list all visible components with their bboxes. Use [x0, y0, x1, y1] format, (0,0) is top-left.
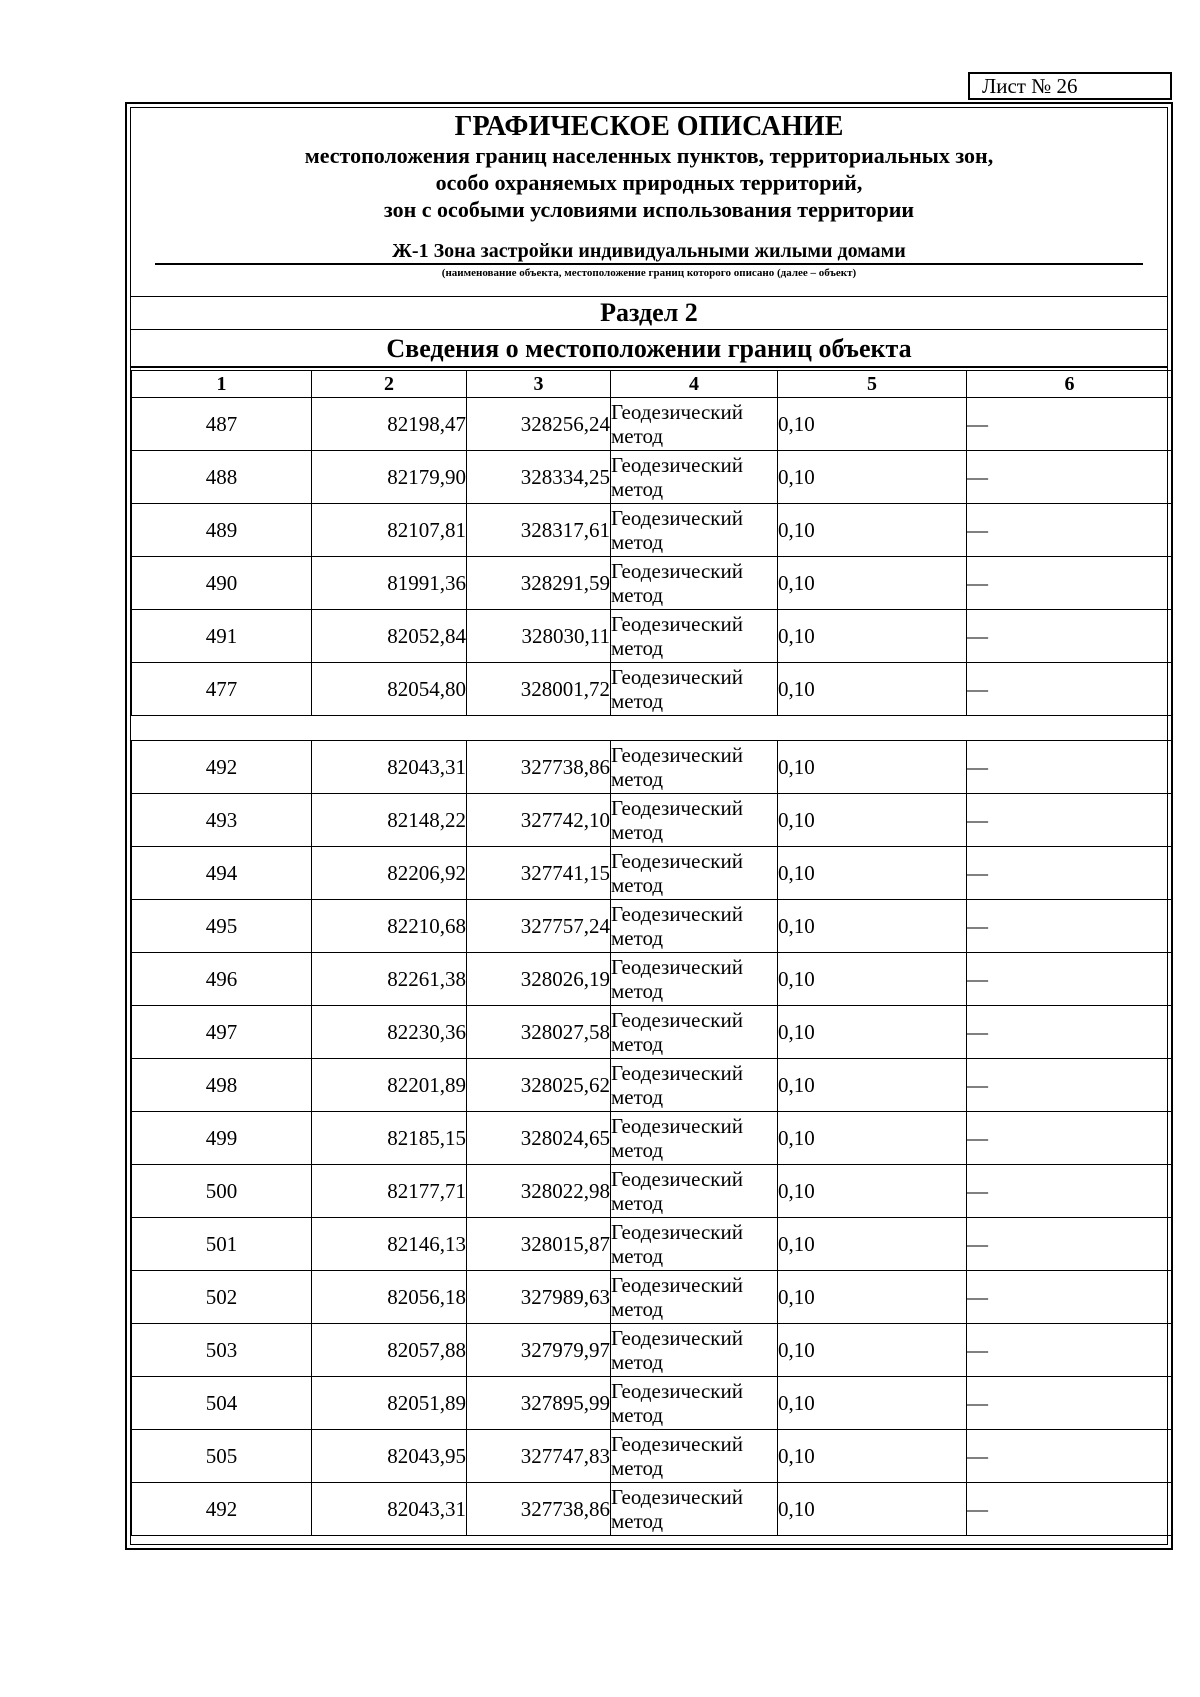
column-header: 3: [467, 371, 611, 398]
y-coordinate-cell: 328256,24: [467, 398, 611, 451]
method-line: Геодезический: [611, 849, 743, 873]
method-line: метод: [611, 1085, 664, 1109]
point-number-cell: 500: [132, 1165, 312, 1218]
method-line: Геодезический: [611, 453, 743, 477]
method-line: Геодезический: [611, 902, 743, 926]
method-line: метод: [611, 873, 664, 897]
subtitle-line: особо охраняемых природных территорий,: [435, 170, 863, 195]
method-line: метод: [611, 583, 664, 607]
accuracy-cell: 0,10: [778, 557, 967, 610]
y-coordinate-cell: 328015,87: [467, 1218, 611, 1271]
method-line: Геодезический: [611, 559, 743, 583]
point-number-cell: 503: [132, 1324, 312, 1377]
note-cell: —: [967, 741, 1173, 794]
method-cell: [611, 1218, 778, 1271]
point-number-cell: 492: [132, 741, 312, 794]
y-coordinate-cell: 327742,10: [467, 794, 611, 847]
table-row: [132, 1377, 1173, 1430]
method-cell: [611, 1112, 778, 1165]
point-number-cell: 488: [132, 451, 312, 504]
x-coordinate-cell: 82210,68: [312, 900, 467, 953]
x-coordinate-cell: 82052,84: [312, 610, 467, 663]
column-header: 1: [132, 371, 312, 398]
x-coordinate-cell: 82054,80: [312, 663, 467, 716]
note-cell: —: [967, 663, 1173, 716]
note-cell: —: [967, 557, 1173, 610]
y-coordinate-cell: 328022,98: [467, 1165, 611, 1218]
method-line: Геодезический: [611, 506, 743, 530]
column-header: 5: [778, 371, 967, 398]
accuracy-cell: 0,10: [778, 504, 967, 557]
method-cell: [611, 900, 778, 953]
y-coordinate-cell: 327738,86: [467, 1483, 611, 1536]
section-title: Сведения о местоположении границ объекта: [131, 333, 1167, 368]
y-coordinate-cell: 327757,24: [467, 900, 611, 953]
note-cell: —: [967, 847, 1173, 900]
x-coordinate-cell: 82206,92: [312, 847, 467, 900]
method-line: Геодезический: [611, 1167, 743, 1191]
x-coordinate-cell: 82107,81: [312, 504, 467, 557]
note-cell: —: [967, 1377, 1173, 1430]
column-header: 2: [312, 371, 467, 398]
accuracy-cell: 0,10: [778, 1483, 967, 1536]
table-row: [132, 1059, 1173, 1112]
method-line: метод: [611, 1350, 664, 1374]
accuracy-cell: 0,10: [778, 847, 967, 900]
accuracy-cell: 0,10: [778, 794, 967, 847]
x-coordinate-cell: 82185,15: [312, 1112, 467, 1165]
method-line: метод: [611, 1032, 664, 1056]
y-coordinate-cell: 328291,59: [467, 557, 611, 610]
method-line: метод: [611, 979, 664, 1003]
x-coordinate-cell: 82261,38: [312, 953, 467, 1006]
method-cell: [611, 451, 778, 504]
method-cell: [611, 1430, 778, 1483]
table-row: [132, 1218, 1173, 1271]
table-row: [132, 504, 1173, 557]
y-coordinate-cell: 328030,11: [467, 610, 611, 663]
column-header: 6: [967, 371, 1173, 398]
method-cell: [611, 663, 778, 716]
method-line: метод: [611, 1403, 664, 1427]
x-coordinate-cell: 82051,89: [312, 1377, 467, 1430]
point-number-cell: 496: [132, 953, 312, 1006]
method-cell: [611, 1006, 778, 1059]
table-row: [132, 1483, 1173, 1536]
point-number-cell: 487: [132, 398, 312, 451]
method-cell: [611, 557, 778, 610]
method-cell: [611, 1324, 778, 1377]
x-coordinate-cell: 82043,95: [312, 1430, 467, 1483]
note-cell: —: [967, 1271, 1173, 1324]
accuracy-cell: 0,10: [778, 1059, 967, 1112]
method-line: Геодезический: [611, 1114, 743, 1138]
method-line: метод: [611, 424, 664, 448]
table-row: [132, 1324, 1173, 1377]
accuracy-cell: 0,10: [778, 900, 967, 953]
coordinates-table: [131, 370, 1173, 1560]
accuracy-cell: 0,10: [778, 953, 967, 1006]
note-cell: —: [967, 1006, 1173, 1059]
note-cell: —: [967, 900, 1173, 953]
y-coordinate-cell: 327741,15: [467, 847, 611, 900]
x-coordinate-cell: 82057,88: [312, 1324, 467, 1377]
accuracy-cell: 0,10: [778, 1324, 967, 1377]
point-number-cell: 495: [132, 900, 312, 953]
method-cell: [611, 794, 778, 847]
method-cell: [611, 398, 778, 451]
note-cell: —: [967, 1059, 1173, 1112]
method-cell: [611, 953, 778, 1006]
point-number-cell: 502: [132, 1271, 312, 1324]
y-coordinate-cell: 327747,83: [467, 1430, 611, 1483]
note-cell: —: [967, 504, 1173, 557]
table-row: [132, 663, 1173, 716]
y-coordinate-cell: 327989,63: [467, 1271, 611, 1324]
method-line: Геодезический: [611, 1220, 743, 1244]
sheet-number: Лист № 26: [968, 72, 1172, 100]
accuracy-cell: 0,10: [778, 1218, 967, 1271]
contour-separator-row: [132, 716, 1173, 741]
x-coordinate-cell: 82148,22: [312, 794, 467, 847]
point-number-cell: 497: [132, 1006, 312, 1059]
table-row: [132, 557, 1173, 610]
method-cell: [611, 504, 778, 557]
method-line: Геодезический: [611, 1432, 743, 1456]
object-name-caption: (наименование объекта, местоположение границ которого описано (далее – объект): [441, 267, 857, 279]
method-line: Геодезический: [611, 743, 743, 767]
y-coordinate-cell: 327738,86: [467, 741, 611, 794]
accuracy-cell: 0,10: [778, 398, 967, 451]
method-line: метод: [611, 636, 664, 660]
point-number-cell: 498: [132, 1059, 312, 1112]
subtitle-line: зон с особыми условиями использования территории: [383, 197, 915, 222]
subtitle-line: местоположения границ населенных пунктов, территориальных зон,: [304, 143, 994, 168]
method-line: Геодезический: [611, 1008, 743, 1032]
method-line: метод: [611, 689, 664, 713]
x-coordinate-cell: 81991,36: [312, 557, 467, 610]
accuracy-cell: 0,10: [778, 1165, 967, 1218]
note-cell: —: [967, 1324, 1173, 1377]
method-cell: [611, 1165, 778, 1218]
table-row: [132, 451, 1173, 504]
contour-separator-cell: [132, 716, 1173, 741]
y-coordinate-cell: 328024,65: [467, 1112, 611, 1165]
note-cell: —: [967, 1165, 1173, 1218]
accuracy-cell: 0,10: [778, 741, 967, 794]
accuracy-cell: 0,10: [778, 610, 967, 663]
note-cell: —: [967, 1430, 1173, 1483]
accuracy-cell: 0,10: [778, 663, 967, 716]
method-line: метод: [611, 1509, 664, 1533]
accuracy-cell: 0,10: [778, 1006, 967, 1059]
note-cell: —: [967, 451, 1173, 504]
document-title: ГРАФИЧЕСКОЕ ОПИСАНИЕ: [454, 111, 844, 142]
table-row: [132, 953, 1173, 1006]
document-frame-inner: [130, 107, 1168, 1545]
x-coordinate-cell: 82198,47: [312, 398, 467, 451]
x-coordinate-cell: 82043,31: [312, 741, 467, 794]
method-line: метод: [611, 1456, 664, 1480]
table-row: [132, 1006, 1173, 1059]
method-line: метод: [611, 820, 664, 844]
note-cell: —: [967, 1218, 1173, 1271]
method-line: Геодезический: [611, 1061, 743, 1085]
method-line: метод: [611, 1297, 664, 1321]
y-coordinate-cell: 328334,25: [467, 451, 611, 504]
table-row: [132, 1271, 1173, 1324]
x-coordinate-cell: 82179,90: [312, 451, 467, 504]
method-line: метод: [611, 926, 664, 950]
x-coordinate-cell: 82146,13: [312, 1218, 467, 1271]
table-row: [132, 794, 1173, 847]
point-number-cell: 493: [132, 794, 312, 847]
point-number-cell: 494: [132, 847, 312, 900]
table-row: [132, 900, 1173, 953]
accuracy-cell: 0,10: [778, 1377, 967, 1430]
contour-separator-cell: [132, 1536, 1173, 1561]
method-line: метод: [611, 530, 664, 554]
column-header: 4: [611, 371, 778, 398]
x-coordinate-cell: 82043,31: [312, 1483, 467, 1536]
table-row: [132, 610, 1173, 663]
method-line: Геодезический: [611, 1485, 743, 1509]
point-number-cell: 501: [132, 1218, 312, 1271]
method-line: Геодезический: [611, 400, 743, 424]
y-coordinate-cell: 328026,19: [467, 953, 611, 1006]
method-line: метод: [611, 767, 664, 791]
table-row: [132, 1165, 1173, 1218]
method-line: Геодезический: [611, 1379, 743, 1403]
point-number-cell: 490: [132, 557, 312, 610]
note-cell: —: [967, 1483, 1173, 1536]
note-cell: —: [967, 794, 1173, 847]
note-cell: —: [967, 610, 1173, 663]
point-number-cell: 477: [132, 663, 312, 716]
table-row: [132, 1430, 1173, 1483]
column-number-row: [132, 371, 1173, 398]
x-coordinate-cell: 82230,36: [312, 1006, 467, 1059]
method-line: метод: [611, 1244, 664, 1268]
document-header: [131, 108, 1167, 297]
accuracy-cell: 0,10: [778, 1430, 967, 1483]
method-line: Геодезический: [611, 796, 743, 820]
point-number-cell: 505: [132, 1430, 312, 1483]
table-row: [132, 847, 1173, 900]
method-cell: [611, 1059, 778, 1112]
method-line: Геодезический: [611, 1273, 743, 1297]
note-cell: —: [967, 1112, 1173, 1165]
method-line: Геодезический: [611, 1326, 743, 1350]
method-line: Геодезический: [611, 955, 743, 979]
accuracy-cell: 0,10: [778, 1271, 967, 1324]
document-frame: [125, 102, 1173, 1550]
point-number-cell: 489: [132, 504, 312, 557]
y-coordinate-cell: 327979,97: [467, 1324, 611, 1377]
x-coordinate-cell: 82056,18: [312, 1271, 467, 1324]
method-cell: [611, 1483, 778, 1536]
point-number-cell: 504: [132, 1377, 312, 1430]
table-row: [132, 741, 1173, 794]
table-row: [132, 1112, 1173, 1165]
y-coordinate-cell: 328027,58: [467, 1006, 611, 1059]
method-line: метод: [611, 477, 664, 501]
object-name: Ж-1 Зона застройки индивидуальными жилыми домами: [155, 240, 1143, 265]
accuracy-cell: 0,10: [778, 451, 967, 504]
y-coordinate-cell: 328317,61: [467, 504, 611, 557]
coordinates-table-body: [132, 398, 1173, 1561]
x-coordinate-cell: 82201,89: [312, 1059, 467, 1112]
note-cell: —: [967, 953, 1173, 1006]
x-coordinate-cell: 82177,71: [312, 1165, 467, 1218]
point-number-cell: 499: [132, 1112, 312, 1165]
y-coordinate-cell: 327895,99: [467, 1377, 611, 1430]
note-cell: —: [967, 398, 1173, 451]
method-cell: [611, 610, 778, 663]
y-coordinate-cell: 328025,62: [467, 1059, 611, 1112]
method-cell: [611, 847, 778, 900]
y-coordinate-cell: 328001,72: [467, 663, 611, 716]
table-row: [132, 398, 1173, 451]
method-cell: [611, 1377, 778, 1430]
contour-separator-row: [132, 1536, 1173, 1561]
method-line: метод: [611, 1191, 664, 1215]
accuracy-cell: 0,10: [778, 1112, 967, 1165]
method-line: метод: [611, 1138, 664, 1162]
section-number: Раздел 2: [131, 297, 1167, 330]
method-cell: [611, 741, 778, 794]
point-number-cell: 491: [132, 610, 312, 663]
method-line: Геодезический: [611, 665, 743, 689]
point-number-cell: 492: [132, 1483, 312, 1536]
method-line: Геодезический: [611, 612, 743, 636]
method-cell: [611, 1271, 778, 1324]
